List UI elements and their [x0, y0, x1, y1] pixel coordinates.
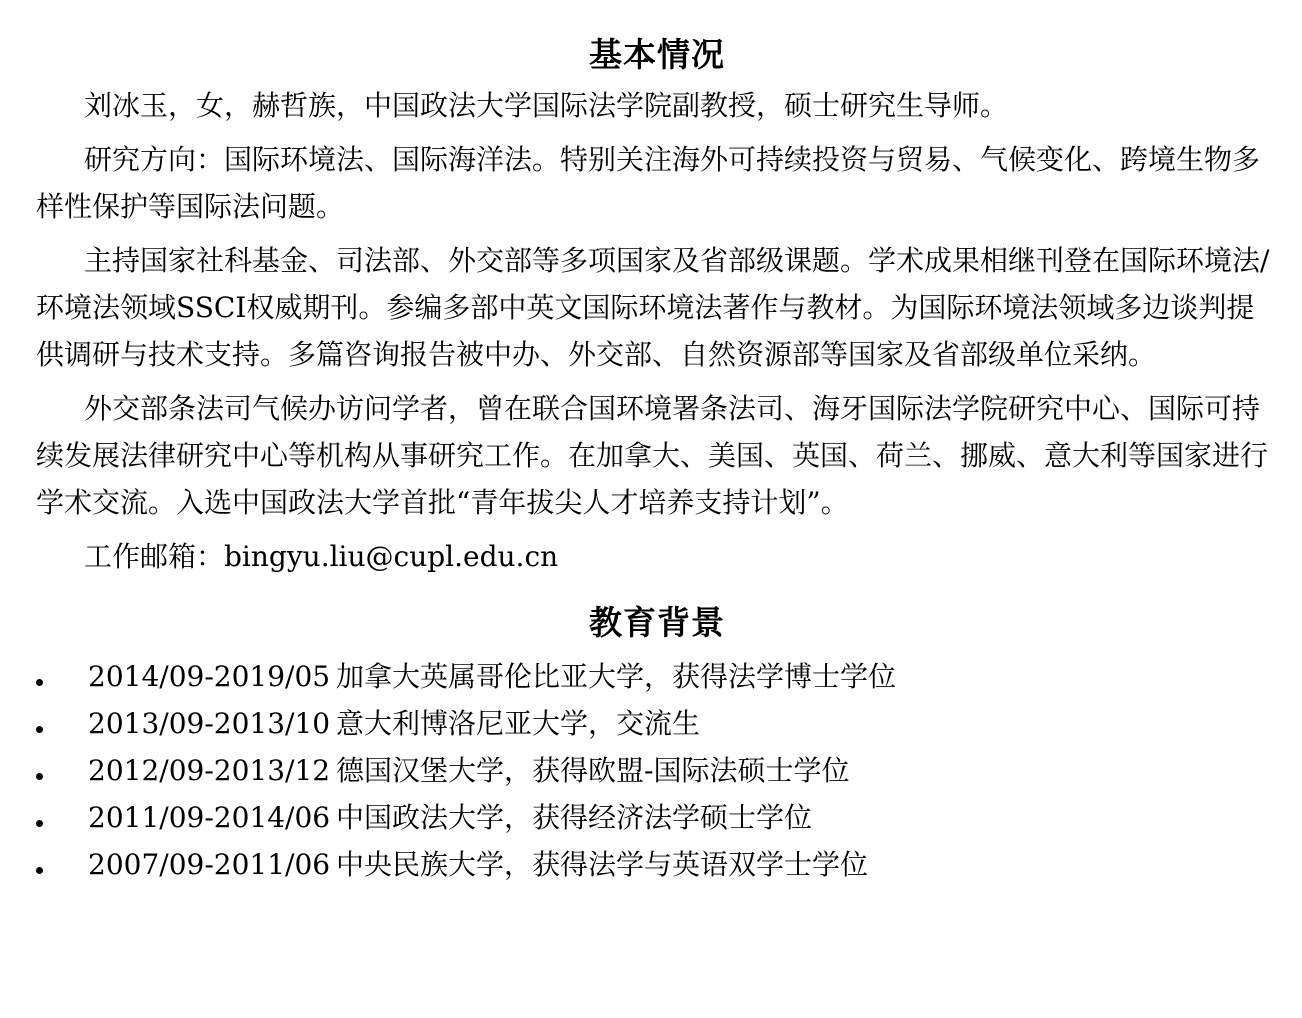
education-date: 2013/09-2013/10 — [88, 707, 331, 740]
education-list — [36, 653, 1278, 888]
education-date: 2007/09-2011/06 — [88, 848, 331, 881]
research-direction-paragraph: 研究方向：国际环境法、国际海洋法。特别关注海外可持续投资与贸易、气候变化、跨境生物多样性保护等国际法问题。 — [36, 143, 1261, 223]
education-date: 2014/09-2019/05 — [88, 660, 331, 693]
basic-info-section — [36, 82, 1278, 580]
education-item — [36, 747, 1278, 794]
section-title-education: 教育背景 — [589, 603, 725, 642]
education-description: 意大利博洛尼亚大学，交流生 — [336, 707, 701, 740]
education-item — [36, 841, 1278, 888]
projects-paragraph: 主持国家社科基金、司法部、外交部等多项国家及省部级课题。学术成果相继刊登在国际环境法/环境法领域SSCI权威期刊。参编多部中英文国际环境法著作与教材。为国际环境法领域多边谈判提供调研与技术支持。多篇咨询报告被中办、外交部、自然资源部等国家及省部级单位采纳。 — [36, 244, 1270, 371]
education-description: 德国汉堡大学，获得欧盟-国际法硕士学位 — [336, 754, 850, 787]
education-description: 加拿大英属哥伦比亚大学，获得法学博士学位 — [336, 660, 897, 693]
education-item — [36, 794, 1278, 841]
education-date: 2012/09-2013/12 — [88, 754, 331, 787]
work-email-paragraph: 工作邮箱：bingyu.liu@cupl.edu.cn — [84, 540, 559, 573]
education-description: 中国政法大学，获得经济法学硕士学位 — [336, 801, 813, 834]
basic-intro-paragraph: 刘冰玉，女，赫哲族，中国政法大学国际法学院副教授，硕士研究生导师。 — [84, 89, 1009, 122]
visiting-scholar-paragraph: 外交部条法司气候办访问学者，曾在联合国环境署条法司、海牙国际法学院研究中心、国际可持续发展法律研究中心等机构从事研究工作。在加拿大、美国、英国、荷兰、挪威、意大利等国家进行学术交流。入选中国政法大学首批“青年拔尖人才培养支持计划”。 — [36, 392, 1269, 519]
education-description: 中央民族大学，获得法学与英语双学士学位 — [336, 848, 869, 881]
education-item — [36, 700, 1278, 747]
section-title-basic: 基本情况 — [589, 35, 725, 74]
education-item — [36, 653, 1278, 700]
education-date: 2011/09-2014/06 — [88, 801, 331, 834]
